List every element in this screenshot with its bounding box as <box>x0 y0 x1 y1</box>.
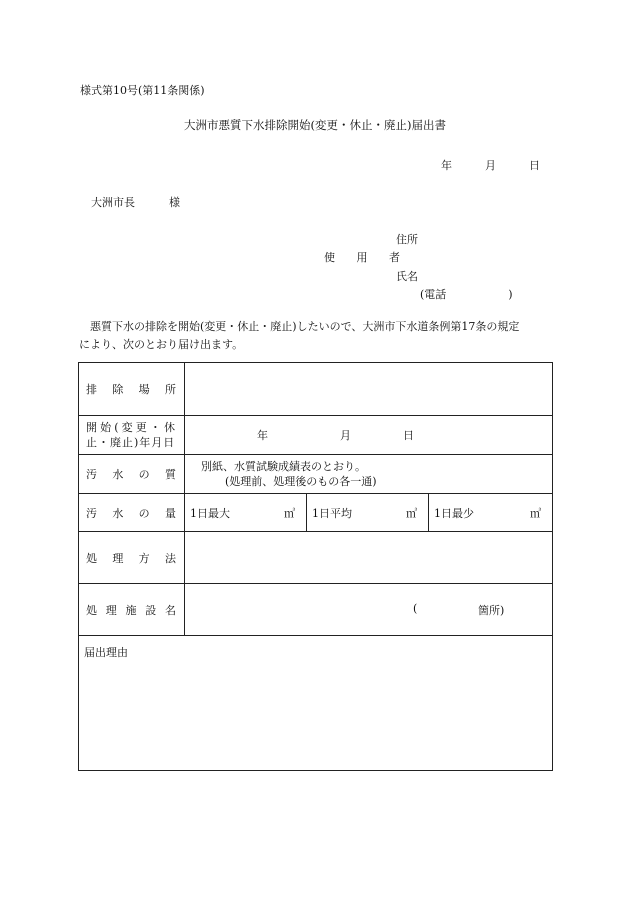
location-field[interactable] <box>185 363 553 416</box>
start-year: 年 <box>257 429 268 442</box>
volume-min-unit: ㎥ <box>530 507 542 520</box>
start-date-field[interactable] <box>185 416 553 455</box>
volume-avg-label: 1日平均 <box>312 507 352 520</box>
start-month: 月 <box>340 429 351 442</box>
user-label: 使 用 者 <box>324 251 409 264</box>
date-day: 日 <box>529 159 540 172</box>
method-label: 処 理 方 法 <box>79 532 185 584</box>
date-year: 年 <box>441 159 452 172</box>
volume-avg-field[interactable] <box>307 494 429 532</box>
name-label: 氏名 <box>396 270 418 283</box>
facility-paren-open: ( <box>413 602 418 615</box>
quality-line-2: (処理前、処理後のもの各一通) <box>225 475 377 488</box>
volume-label: 汚 水 の 量 <box>79 494 185 532</box>
tel-close: ) <box>508 288 513 301</box>
reason-field[interactable] <box>79 636 553 771</box>
address-label: 住所 <box>396 233 418 246</box>
volume-max-field[interactable] <box>185 494 307 532</box>
quality-label: 汚 水 の 質 <box>79 455 185 494</box>
reason-label: 届出理由 <box>84 646 128 659</box>
facility-field[interactable] <box>185 584 553 636</box>
submission-date <box>441 157 540 173</box>
volume-min-field[interactable] <box>429 494 553 532</box>
location-label: 排 除 場 所 <box>79 363 185 416</box>
facility-count: 箇所) <box>478 604 505 617</box>
quality-field <box>185 455 553 494</box>
body-text <box>79 318 554 354</box>
quality-line-1: 別紙、水質試験成績表のとおり。 <box>201 460 366 473</box>
facility-label: 処 理 施 設 名 <box>79 584 185 636</box>
start-day: 日 <box>403 429 414 442</box>
tel-open: (電話 <box>420 288 447 301</box>
volume-avg-unit: ㎥ <box>406 507 417 520</box>
method-field[interactable] <box>185 532 553 584</box>
date-month: 月 <box>485 159 496 172</box>
body-line-2: により、次のとおり届け出ます。 <box>79 338 244 351</box>
telephone-field <box>420 286 513 302</box>
volume-max-label: 1日最大 <box>190 507 230 520</box>
volume-max-unit: ㎥ <box>284 507 295 520</box>
addressee-honorific: 様 <box>169 196 180 209</box>
addressee <box>91 194 180 210</box>
start-date-label: 開 始 ( 変 更 ・ 休 止・廃止)年月日 <box>79 416 185 455</box>
document-title: 大洲市悪質下水排除開始(変更・休止・廃止)届出書 <box>184 118 446 132</box>
form-number: 様式第10号(第11条関係) <box>80 84 205 97</box>
application-table <box>78 362 553 771</box>
addressee-name: 大洲市長 <box>91 196 135 209</box>
body-line-1: 悪質下水の排除を開始(変更・休止・廃止)したいので、大洲市下水道条例第17条の規定 <box>90 320 520 333</box>
volume-min-label: 1日最少 <box>434 507 474 520</box>
